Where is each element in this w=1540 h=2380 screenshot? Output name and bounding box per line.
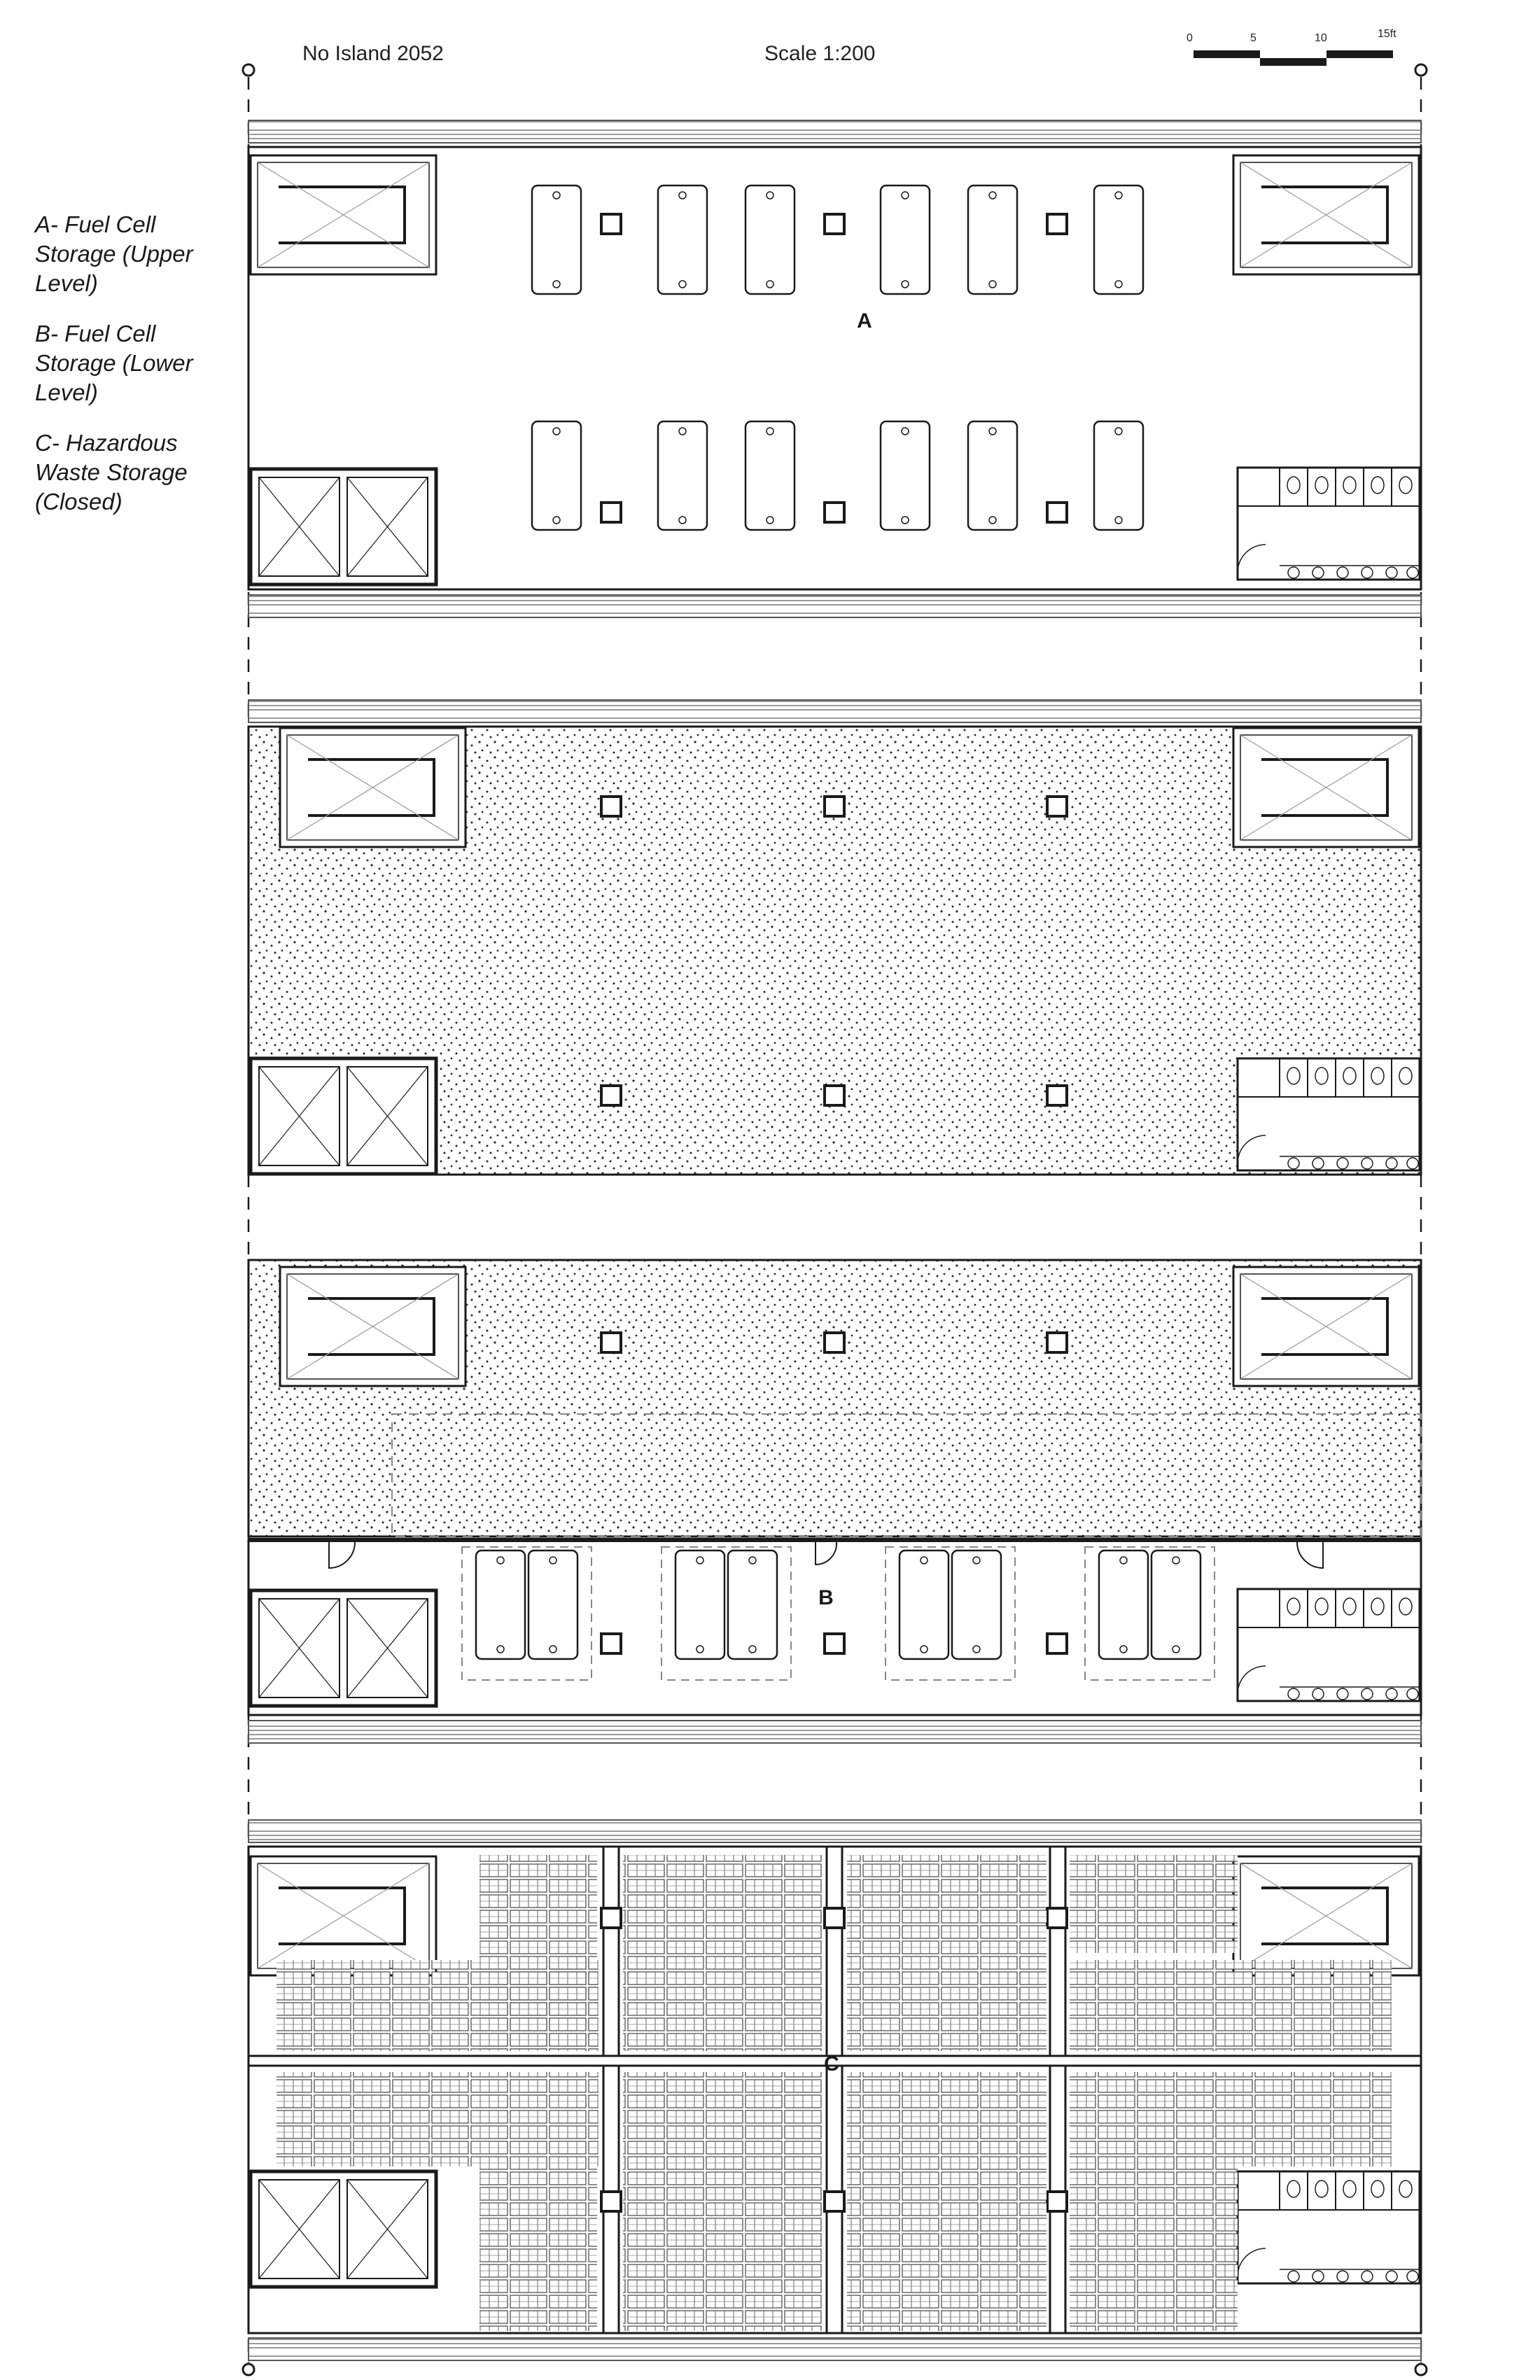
legend-item-b: B- Fuel Cell Storage (Lower Level) — [35, 321, 193, 405]
scale-text: Scale 1:200 — [764, 42, 876, 65]
scale-tick-0: 0 — [1186, 32, 1193, 44]
plan-b-fuel-cell-lower — [248, 1260, 1421, 1743]
scale-bar — [1194, 50, 1393, 66]
plan-label-b: B — [818, 1586, 834, 1609]
plan-label-a: A — [857, 309, 872, 332]
scale-tick-10: 10 — [1315, 32, 1327, 44]
drawing-title: No Island 2052 — [302, 42, 444, 65]
plan-a-fuel-cell-upper — [248, 120, 1421, 617]
scale-tick-15: 15ft — [1378, 28, 1396, 40]
legend-item-a: A- Fuel Cell Storage (Upper Level) — [35, 211, 193, 296]
scale-tick-5: 5 — [1250, 32, 1256, 44]
plan-c-hazardous-waste — [248, 1820, 1421, 2360]
plan-label-c: C — [824, 2052, 839, 2076]
plan-upper-deck — [248, 700, 1421, 1175]
legend-item-c: C- Hazardous Waste Storage (Closed) — [35, 430, 188, 514]
